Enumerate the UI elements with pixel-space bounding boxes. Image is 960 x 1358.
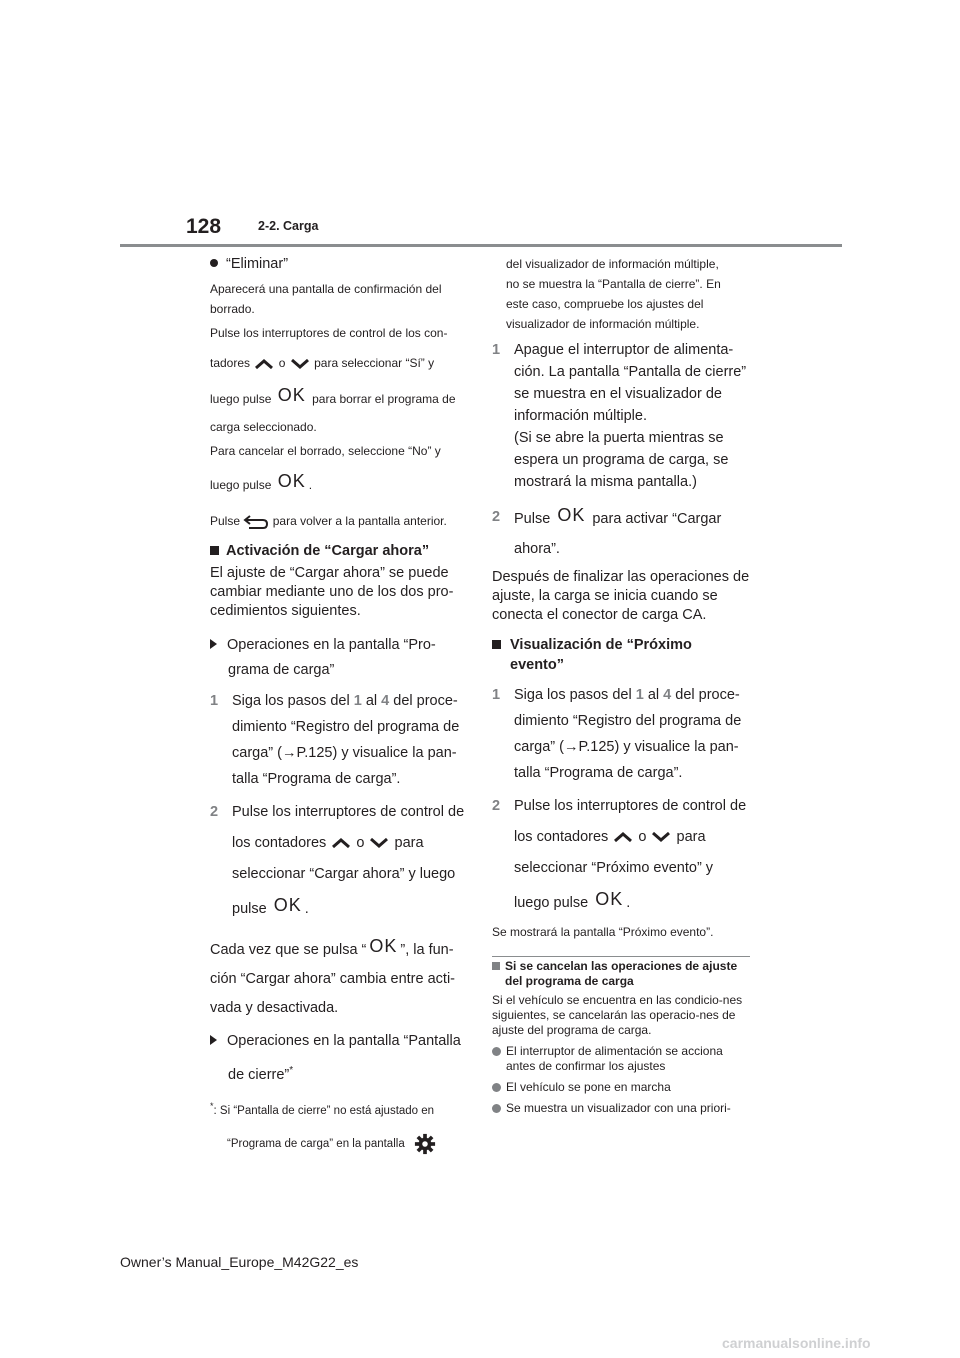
paragraph-line: visualizador de información múltiple. bbox=[506, 317, 700, 331]
step-2: 2 Pulse los interruptores de control de los contadores o para seleccionar “Próximo evento” y luego pulse OK . bbox=[492, 798, 747, 911]
list-item: El vehículo se pone en marcha bbox=[492, 1080, 750, 1095]
gear-icon bbox=[414, 1133, 436, 1155]
paragraph-line: Para cancelar el borrado, seleccione “No” y bbox=[210, 444, 441, 458]
sub-heading: grama de carga” bbox=[228, 662, 335, 678]
paragraph-line: este caso, compruebe los ajustes del bbox=[506, 297, 704, 311]
step-1: 1 Siga los pasos del 1 al 4 del proce- dimiento “Registro del programa de carga” (→P.125) y visualice la pan- talla “Programa de carga”. bbox=[492, 687, 742, 781]
ok-icon: OK bbox=[277, 385, 306, 405]
paragraph: Después de finalizar las operaciones de ajuste, la carga se inicia cuando se conecta el conector de carga CA. bbox=[492, 569, 750, 623]
square-bullet-icon bbox=[492, 640, 501, 649]
list-item: Se muestra un visualizador con una priori- bbox=[492, 1101, 750, 1116]
header-rule bbox=[120, 244, 842, 247]
step-2: 2 Pulse OK para activar “Cargar ahora”. bbox=[492, 505, 722, 557]
paragraph-line: Pulse para volver a la pantalla anterior. bbox=[210, 514, 447, 528]
sub-heading: de cierre”* bbox=[228, 1065, 294, 1083]
ok-icon: OK bbox=[557, 505, 586, 525]
section-rule bbox=[492, 956, 750, 957]
paragraph: Aparecerá una pantalla de confirmación del borrado. bbox=[210, 282, 442, 316]
step-2: 2 Pulse los interruptores de control de los contadores o para seleccionar “Cargar ahora” y luego pulse OK . bbox=[210, 804, 465, 917]
paragraph-line: vada y desactivada. bbox=[210, 1000, 339, 1016]
sub-heading: Operaciones en la pantalla “Pro- bbox=[210, 635, 470, 656]
paragraph-line: carga seleccionado. bbox=[210, 420, 317, 434]
watermark: carmanualsonline.info bbox=[722, 1335, 871, 1351]
back-arrow-icon bbox=[243, 514, 269, 530]
bullet-eliminar: “Eliminar” bbox=[210, 254, 470, 275]
bullet-icon bbox=[210, 259, 218, 267]
paragraph-line: ción “Cargar ahora” cambia entre acti- bbox=[210, 971, 455, 987]
page-number: 128 bbox=[186, 215, 222, 238]
list-item: El interruptor de alimentación se acciona antes de confirmar los ajustes bbox=[492, 1044, 750, 1074]
chevron-up-icon bbox=[330, 837, 352, 849]
sub-heading: Operaciones en la pantalla “Pantalla bbox=[210, 1031, 470, 1052]
paragraph: Pulse los interruptores de control de los con- bbox=[210, 326, 448, 340]
ok-icon: OK bbox=[369, 936, 398, 956]
footer: Owner’s Manual_Europe_M42G22_es bbox=[120, 1254, 359, 1270]
square-bullet-icon bbox=[492, 962, 500, 970]
paragraph-line: luego pulse OK para borrar el programa de bbox=[210, 385, 456, 406]
footnote: “Programa de carga” en la pantalla bbox=[210, 1133, 470, 1155]
note-heading: Si se cancelan las operaciones de ajuste del programa de carga bbox=[492, 959, 750, 989]
triangle-bullet-icon bbox=[210, 1035, 217, 1045]
paragraph-line: del visualizador de información múltiple, bbox=[506, 257, 719, 271]
chevron-down-icon bbox=[289, 358, 311, 370]
paragraph-line: no se muestra la “Pantalla de cierre”. En bbox=[506, 277, 721, 291]
section-title: 2-2. Carga bbox=[258, 219, 319, 233]
heading-proximo-evento: Visualización de “Próximo evento” bbox=[492, 635, 750, 675]
ok-icon: OK bbox=[595, 889, 624, 909]
ok-icon: OK bbox=[277, 471, 306, 491]
paragraph-line: luego pulse OK . bbox=[210, 471, 313, 492]
bullet-icon bbox=[492, 1047, 501, 1056]
chevron-up-icon bbox=[253, 358, 275, 370]
paragraph: El ajuste de “Cargar ahora” se puede cambiar mediante uno de los dos pro-cedimientos siguientes. bbox=[210, 565, 454, 619]
chevron-up-icon bbox=[612, 831, 634, 843]
square-bullet-icon bbox=[210, 546, 219, 555]
paragraph: Si el vehículo se encuentra en las condicio-nes siguientes, se cancelarán las operacio-nes de ajuste del programa de carga. bbox=[492, 993, 743, 1037]
paragraph-line: Cada vez que se pulsa “ OK ”, la fun- bbox=[210, 936, 454, 958]
right-column bbox=[492, 254, 750, 1116]
ok-icon: OK bbox=[273, 895, 302, 915]
paragraph-line: Se mostrará la pantalla “Próximo evento”. bbox=[492, 925, 714, 939]
paragraph-line: tadores o para seleccionar “Sí” y bbox=[210, 356, 435, 370]
chevron-down-icon bbox=[368, 837, 390, 849]
step-1: 1 Siga los pasos del 1 al 4 del proce- dimiento “Registro del programa de carga” (→P.125) y visualice la pan- talla “Programa de carga”. bbox=[210, 693, 460, 787]
footnote: *: Si “Pantalla de cierre” no está ajustado en bbox=[210, 1100, 435, 1117]
heading-cargar-ahora: Activación de “Cargar ahora” bbox=[210, 541, 470, 562]
bullet-icon bbox=[492, 1104, 501, 1113]
bullet-icon bbox=[492, 1083, 501, 1092]
step-1: 1 Apague el interruptor de alimenta- ción. La pantalla “Pantalla de cierre” se muestra en el visualizador de información múltiple. (Si se abre la puerta mientras se espera un programa de carga, se mostrará la misma pantalla.) bbox=[492, 342, 747, 490]
triangle-bullet-icon bbox=[210, 639, 217, 649]
chevron-down-icon bbox=[650, 831, 672, 843]
left-column bbox=[210, 254, 470, 1155]
